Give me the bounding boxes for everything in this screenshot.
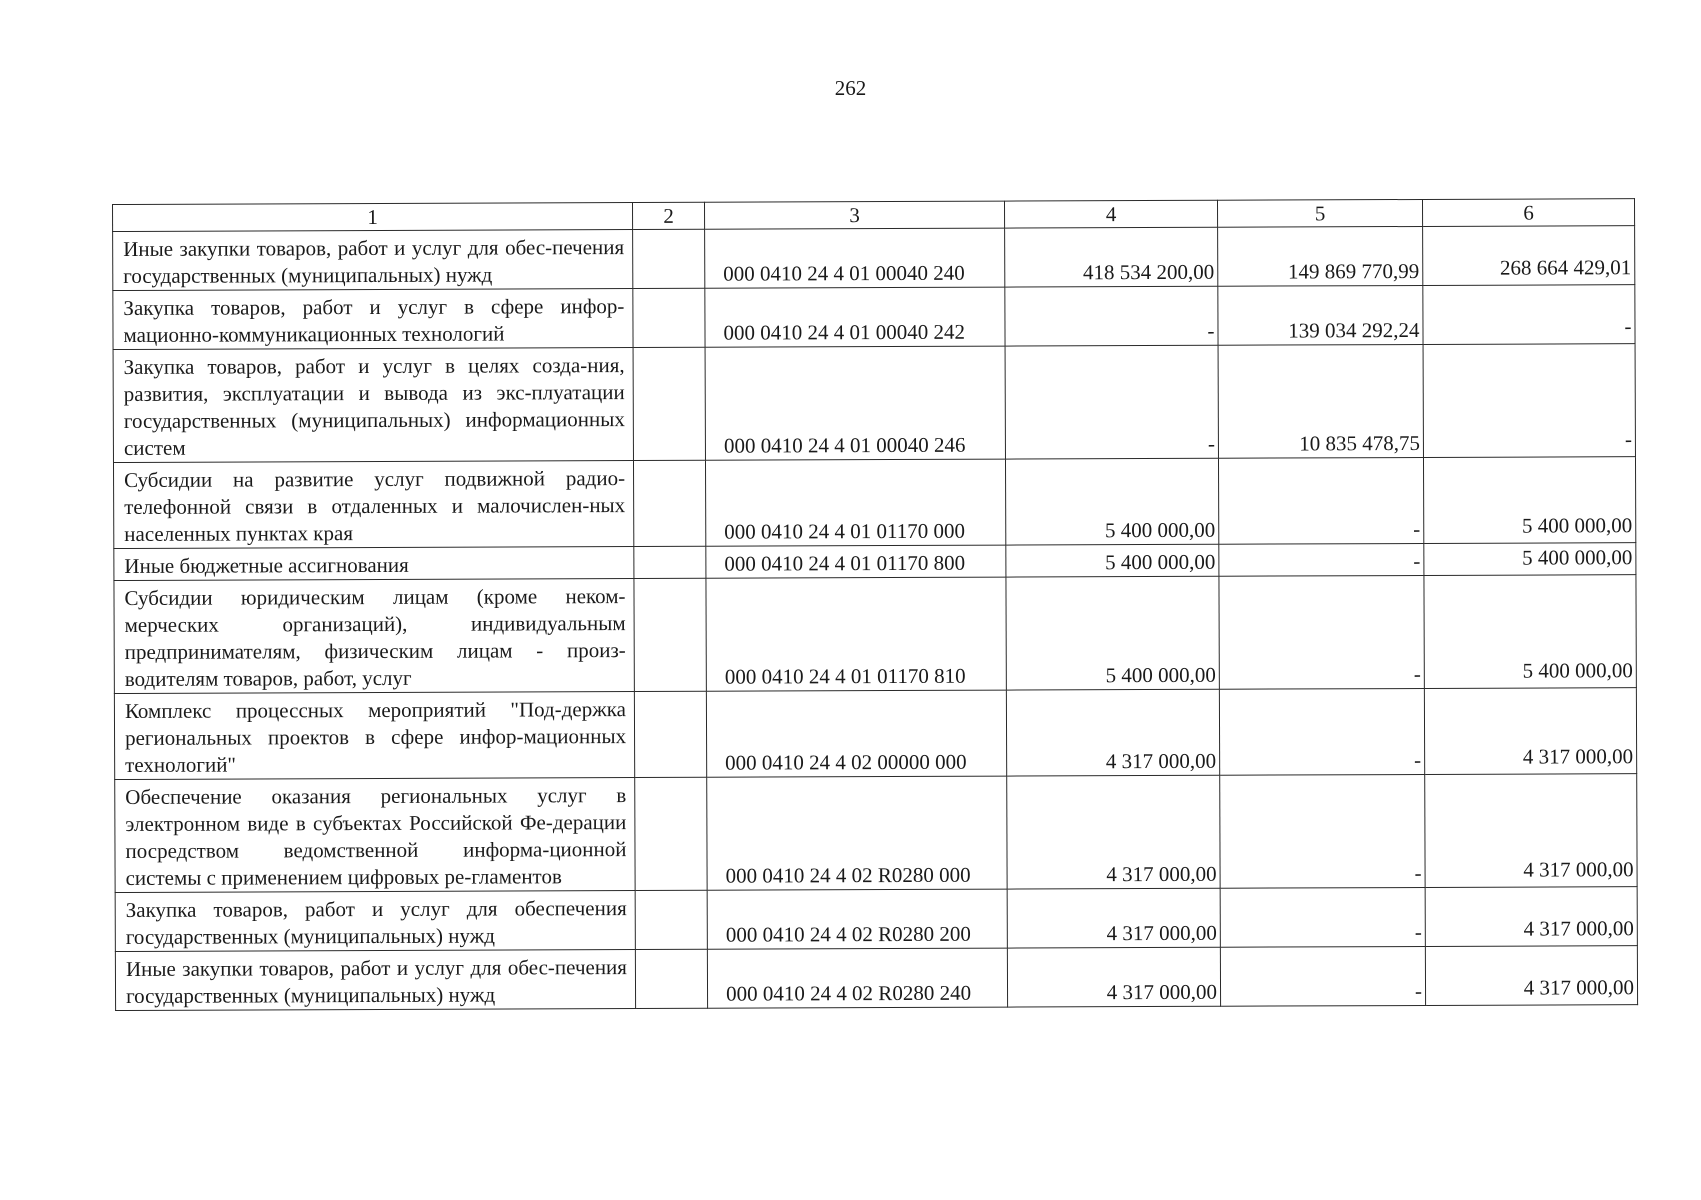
row-col6: 4 317 000,00: [1424, 688, 1636, 775]
row-name: Обеспечение оказания региональных услуг в электронном виде в субъектах Российской Фе-дерации посредством ведомственной информа-ционной системы с применением цифровых ре-гламентов: [115, 777, 635, 892]
row-col4: 4 317 000,00: [1007, 947, 1220, 1007]
row-col6: 4 317 000,00: [1425, 946, 1637, 1006]
column-header-4: 4: [1004, 200, 1217, 228]
row-code: 000 0410 24 4 01 01170 800: [706, 545, 1006, 578]
table-row: [114, 575, 1636, 694]
row-col5: -: [1220, 887, 1425, 947]
row-name: Закупка товаров, работ и услуг в сфере инфор-мационно-коммуникационных технологий: [113, 289, 633, 350]
table-row: [115, 887, 1637, 952]
row-col5: -: [1220, 946, 1425, 1006]
row-col2: [635, 890, 707, 949]
row-col4: 4 317 000,00: [1007, 888, 1220, 948]
row-col6: 5 400 000,00: [1424, 575, 1636, 689]
row-col2: [634, 691, 706, 777]
table-row: [113, 226, 1635, 291]
row-col5: -: [1219, 575, 1424, 689]
column-header-6: 6: [1422, 199, 1634, 227]
table-row: [113, 285, 1635, 350]
row-col2: [635, 949, 707, 1008]
column-header-5: 5: [1217, 199, 1422, 227]
row-col4: 5 400 000,00: [1006, 576, 1219, 690]
row-name: Субсидии юридическим лицам (кроме неком-мерческих организаций), индивидуальным предпринимателям, физическим лицам - произ-водителям товаров, работ, услуг: [114, 578, 634, 693]
row-col4: -: [1005, 345, 1218, 459]
row-col4: 4 317 000,00: [1007, 775, 1220, 889]
row-col6: 4 317 000,00: [1425, 774, 1637, 888]
row-col4: 5 400 000,00: [1005, 458, 1218, 545]
row-name: Закупка товаров, работ и услуг в целях созда-ния, развития, эксплуатации и вывода из экс-плуатации государственных (муниципальных) информационных систем: [113, 348, 633, 463]
budget-table: [112, 198, 1638, 1011]
row-col6: 5 400 000,00: [1424, 543, 1636, 576]
table-row: [115, 946, 1637, 1011]
row-col2: [633, 229, 705, 288]
row-col2: [634, 578, 706, 691]
row-name: Иные закупки товаров, работ и услуг для обес-печения государственных (муниципальных) нужд: [113, 230, 633, 291]
row-code: 000 0410 24 4 02 R0280 000: [707, 776, 1007, 890]
row-col4: -: [1005, 286, 1218, 346]
row-code: 000 0410 24 4 02 00000 000: [706, 690, 1006, 777]
page-number: 262: [834, 76, 867, 100]
row-code: 000 0410 24 4 01 01170 000: [705, 459, 1005, 546]
row-col5: 149 869 770,99: [1218, 226, 1423, 286]
row-col4: 418 534 200,00: [1005, 227, 1218, 287]
row-name: Субсидии на развитие услуг подвижной радио-телефонной связи в отдаленных и малочислен-ных населенных пунктах края: [113, 460, 633, 548]
row-code: 000 0410 24 4 01 00040 246: [705, 346, 1005, 460]
row-col2: [633, 460, 705, 546]
row-name: Закупка товаров, работ и услуг для обеспечения государственных (муниципальных) нужд: [115, 890, 635, 951]
row-col5: 139 034 292,24: [1218, 285, 1423, 345]
row-col5: 10 835 478,75: [1218, 344, 1423, 458]
row-col2: [633, 347, 705, 460]
row-col2: [633, 288, 705, 347]
row-col5: -: [1218, 457, 1423, 544]
column-header-1: 1: [113, 203, 633, 232]
row-col6: 268 664 429,01: [1423, 226, 1635, 286]
row-code: 000 0410 24 4 02 R0280 240: [707, 948, 1007, 1008]
row-col4: 4 317 000,00: [1006, 689, 1219, 776]
row-col2: [635, 777, 707, 890]
row-name: Иные бюджетные ассигнования: [114, 546, 634, 580]
table-row: [115, 774, 1637, 893]
row-code: 000 0410 24 4 01 00040 242: [705, 287, 1005, 347]
row-col4: 5 400 000,00: [1006, 544, 1219, 577]
row-name: Иные закупки товаров, работ и услуг для обес-печения государственных (муниципальных) нужд: [115, 949, 635, 1010]
row-col5: -: [1219, 543, 1424, 576]
row-col6: 4 317 000,00: [1425, 887, 1637, 947]
row-col2: [634, 546, 706, 578]
row-name: Комплекс процессных мероприятий "Под-держка региональных проектов в сфере инфор-мационных технологий": [114, 691, 634, 779]
row-col5: -: [1220, 774, 1425, 888]
row-col6: -: [1423, 344, 1635, 458]
column-header-3: 3: [704, 201, 1004, 229]
table-row: [113, 344, 1635, 463]
row-code: 000 0410 24 4 02 R0280 200: [707, 889, 1007, 949]
table-row: [113, 457, 1635, 549]
table-row: [114, 688, 1636, 780]
row-code: 000 0410 24 4 01 01170 810: [706, 577, 1006, 691]
row-col6: -: [1423, 285, 1635, 345]
column-header-2: 2: [632, 202, 704, 229]
row-code: 000 0410 24 4 01 00040 240: [705, 228, 1005, 288]
row-col6: 5 400 000,00: [1423, 457, 1635, 544]
row-col5: -: [1219, 688, 1424, 775]
